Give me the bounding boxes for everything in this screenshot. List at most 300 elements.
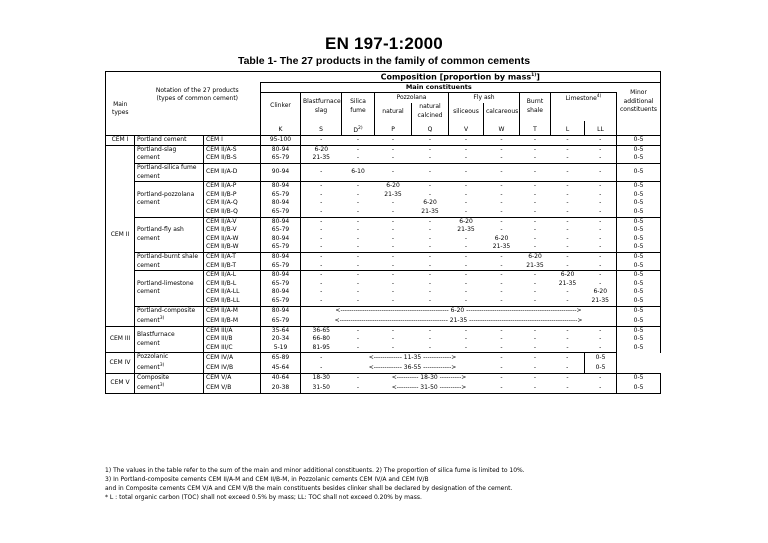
- value-cell: 80-94: [261, 288, 301, 297]
- value-cell: 40-64: [261, 373, 301, 383]
- value-cell: -: [449, 326, 484, 335]
- minor-cell: 0-5: [617, 199, 661, 208]
- minor-cell: 0-5: [617, 344, 661, 353]
- value-cell: -: [484, 164, 520, 182]
- cement-code: CEM I: [204, 136, 261, 146]
- value-cell: -: [551, 252, 585, 261]
- value-cell: -: [449, 252, 484, 261]
- value-cell: -: [464, 154, 468, 162]
- value-cell: -: [412, 145, 449, 154]
- footnote-3: and in Composite cements CEM V/A and CEM V/B the main constituents besides clinker shall be declared by designation of the cement.: [105, 485, 513, 492]
- span-range: <-------------------------------------------------- 6-20 --------------------------------------------------->: [301, 306, 617, 316]
- value-cell: 21-35: [526, 261, 544, 269]
- value-cell: -: [484, 353, 520, 363]
- cement-code: CEM III/B: [204, 335, 261, 344]
- flyash-siliceous-header: siliceous: [453, 107, 479, 115]
- value-cell: -: [356, 335, 360, 343]
- value-cell: -: [585, 217, 617, 226]
- cement-code: CEM II/A-T: [204, 252, 261, 261]
- cement-code: CEM II/A-M: [204, 306, 261, 316]
- value-cell: -: [599, 335, 602, 343]
- value-cell: -: [428, 335, 432, 343]
- value-cell: 21-35: [457, 226, 475, 234]
- value-cell: -: [533, 288, 537, 296]
- value-cell: -: [599, 226, 602, 234]
- value-cell: -: [428, 226, 432, 234]
- value-cell: -: [428, 288, 432, 296]
- value-cell: -: [391, 343, 395, 351]
- value-cell: -: [599, 234, 602, 242]
- clinker-header: Clinker: [261, 92, 301, 120]
- value-cell: -: [533, 199, 537, 207]
- value-cell: -: [342, 182, 375, 191]
- minor-cell: 0-5: [617, 217, 661, 226]
- value-cell: -: [375, 164, 412, 182]
- value-cell: -: [585, 145, 617, 154]
- cement-code: CEM II/A-Q: [204, 199, 261, 208]
- value-cell: 65-79: [261, 280, 301, 289]
- value-cell: -: [599, 343, 602, 351]
- value-cell: -: [356, 207, 360, 215]
- value-cell: -: [428, 279, 432, 287]
- value-cell: -: [599, 261, 602, 269]
- value-cell: -: [320, 234, 323, 242]
- value-cell: -: [533, 243, 537, 251]
- main-types-header: Main types: [106, 83, 135, 136]
- value-cell: 35-64: [261, 326, 301, 335]
- value-cell: 65-89: [261, 353, 301, 363]
- value-cell: -: [500, 288, 503, 296]
- limestone-header: Limestone$^{4)}$: [551, 92, 617, 103]
- table-row: [106, 373, 661, 383]
- value-cell: -: [342, 383, 375, 393]
- value-cell: -: [464, 234, 468, 242]
- value-cell: -: [464, 279, 468, 287]
- minor-cell: 0-5: [617, 326, 661, 335]
- value-cell: -: [500, 343, 503, 351]
- value-cell: -: [585, 136, 617, 146]
- value-cell: -: [356, 243, 360, 251]
- value-cell: 65-79: [261, 262, 301, 271]
- value-cell: -: [356, 190, 360, 198]
- value-cell: -: [464, 296, 468, 304]
- value-cell: -: [464, 243, 468, 251]
- value-cell: -: [484, 383, 520, 393]
- family-name: Portland-burnt shale cement: [135, 252, 204, 270]
- value-cell: -: [585, 373, 617, 383]
- value-cell: -: [342, 252, 375, 261]
- value-cell: -: [500, 296, 503, 304]
- slag-header: Blastfurnace slag: [301, 92, 342, 120]
- footnote-2: 3) In Portland-composite cements CEM II/A-M and CEM II/B-M, in Pozzolanic cements CEM IV/A and CEM IV/B: [105, 476, 429, 483]
- value-cell: -: [566, 207, 569, 215]
- value-cell: 80-94: [261, 217, 301, 226]
- value-cell: 6-20: [494, 234, 509, 242]
- value-cell: -: [500, 226, 503, 234]
- value-cell: -: [375, 326, 412, 335]
- value-cell: 21-35: [421, 207, 439, 215]
- value-cell: -: [301, 217, 342, 226]
- flyash-header: Fly ash: [449, 92, 520, 103]
- value-cell: -: [320, 296, 323, 304]
- value-cell: -: [551, 217, 585, 226]
- cement-code: CEM II/B-LL: [204, 297, 261, 306]
- value-cell: -: [520, 136, 551, 146]
- value-cell: -: [412, 271, 449, 280]
- value-cell: -: [412, 164, 449, 182]
- value-cell: -: [566, 363, 569, 371]
- value-cell: -: [566, 296, 569, 304]
- value-cell: -: [566, 154, 569, 162]
- header-blank: [106, 72, 261, 83]
- minor-cell: 0-5: [585, 353, 617, 363]
- table-row: [106, 271, 661, 280]
- value-cell: -: [520, 271, 551, 280]
- value-cell: -: [520, 217, 551, 226]
- silica-header: Silica fume: [342, 92, 375, 120]
- value-cell: -: [484, 252, 520, 261]
- value-cell: -: [500, 154, 503, 162]
- value-cell: -: [566, 243, 569, 251]
- value-cell: -: [428, 234, 432, 242]
- pozzolana-natural-header: natural: [375, 103, 412, 120]
- value-cell: -: [428, 243, 432, 251]
- family-name: Portland cement: [135, 136, 204, 146]
- value-cell: 20-34: [261, 335, 301, 344]
- span-range: <------------- 11-35 ------------->: [342, 353, 484, 363]
- value-cell: 21-35: [312, 154, 330, 162]
- main-type-cell: CEM I: [106, 136, 135, 146]
- value-cell: -: [585, 252, 617, 261]
- family-name: Portland-pozzolana cement: [135, 182, 204, 217]
- value-cell: -: [375, 252, 412, 261]
- value-cell: -: [551, 373, 585, 383]
- family-name: Portland-slag cement: [135, 145, 204, 163]
- symbol-s: S: [301, 121, 342, 136]
- value-cell: 21-35: [591, 296, 609, 304]
- value-cell: -: [342, 136, 375, 146]
- family-name: Portland-silica fume cement: [135, 164, 204, 182]
- value-cell: -: [356, 199, 360, 207]
- value-cell: -: [585, 326, 617, 335]
- minor-cell: 0-5: [617, 288, 661, 297]
- value-cell: -: [428, 154, 432, 162]
- main-constituents-header: Main constituents: [261, 83, 617, 93]
- value-cell: 80-94: [261, 145, 301, 154]
- value-cell: 18-30: [301, 373, 342, 383]
- burnt-shale-header: Burnt shale: [520, 92, 551, 120]
- value-cell: -: [412, 136, 449, 146]
- value-cell: -: [391, 261, 395, 269]
- value-cell: -: [320, 288, 323, 296]
- value-cell: -: [342, 373, 375, 383]
- value-cell: -: [428, 261, 432, 269]
- cement-code: CEM II/A-V: [204, 217, 261, 226]
- value-cell: -: [391, 234, 395, 242]
- value-cell: -: [585, 164, 617, 182]
- value-cell: -: [484, 326, 520, 335]
- value-cell: 65-79: [261, 191, 301, 200]
- value-cell: -: [412, 182, 449, 191]
- value-cell: -: [342, 145, 375, 154]
- value-cell: -: [599, 243, 602, 251]
- value-cell: -: [484, 136, 520, 146]
- minor-cell: 0-5: [617, 243, 661, 252]
- document-title: EN 197-1:2000: [325, 34, 443, 53]
- value-cell: 80-94: [261, 306, 301, 316]
- table-row: [106, 252, 661, 261]
- value-cell: -: [428, 343, 432, 351]
- value-cell: -: [533, 363, 537, 371]
- minor-cell: 0-5: [617, 145, 661, 154]
- minor-cell: 0-5: [617, 262, 661, 271]
- value-cell: -: [301, 353, 342, 363]
- value-cell: -: [320, 261, 323, 269]
- composition-header: Composition [proportion by mass$^{1)}$]: [261, 72, 661, 83]
- value-cell: 31-50: [301, 383, 342, 393]
- value-cell: -: [551, 353, 585, 363]
- value-cell: -: [500, 363, 503, 371]
- cement-code: CEM II/B-T: [204, 262, 261, 271]
- value-cell: -: [585, 271, 617, 280]
- value-cell: -: [599, 190, 602, 198]
- value-cell: -: [428, 190, 432, 198]
- value-cell: 20-38: [261, 383, 301, 393]
- table-row: [106, 306, 661, 316]
- value-cell: -: [599, 207, 602, 215]
- limestone-l-blank: [551, 103, 585, 120]
- minor-cell: 0-5: [617, 154, 661, 163]
- value-cell: 6-20: [301, 145, 342, 154]
- table-row: [106, 145, 661, 154]
- value-cell: -: [500, 261, 503, 269]
- footnote-1: 1) The values in the table refer to the sum of the main and minor additional constituents. 2) The proportion of silica fume is limited to 10%.: [105, 467, 525, 474]
- table-caption: Table 1- The 27 products in the family of common cements: [237, 55, 531, 67]
- minor-cell: 0-5: [617, 191, 661, 200]
- value-cell: -: [301, 252, 342, 261]
- value-cell: -: [484, 373, 520, 383]
- value-cell: 90-94: [261, 164, 301, 182]
- value-cell: -: [520, 182, 551, 191]
- symbol-p: P: [375, 121, 412, 136]
- value-cell: -: [566, 343, 569, 351]
- cement-code: CEM II/A-D: [204, 164, 261, 182]
- value-cell: 6-20: [423, 199, 437, 207]
- cement-code: CEM II/A-LL: [204, 288, 261, 297]
- value-cell: 45-64: [261, 363, 301, 373]
- table-row: [106, 217, 661, 226]
- value-cell: -: [520, 326, 551, 335]
- cement-composition-table: [105, 71, 661, 394]
- value-cell: -: [566, 234, 569, 242]
- table-row: [106, 136, 661, 146]
- cement-code: CEM II/B-P: [204, 191, 261, 200]
- value-cell: 80-94: [261, 271, 301, 280]
- minor-cell: 0-5: [617, 235, 661, 244]
- family-name: Portland-composite cement$^{3)}$: [135, 306, 204, 326]
- flyash-calcareous-header: calcareous: [484, 103, 520, 120]
- value-cell: -: [356, 343, 360, 351]
- footnote-4: * L : total organic carbon (TOC) shall not exceed 0.5% by mass; LL: TOC shall not exceed 0.20% by mass.: [105, 494, 422, 501]
- value-cell: 65-79: [261, 316, 301, 326]
- cement-code: CEM II/A-L: [204, 271, 261, 280]
- value-cell: 80-94: [261, 235, 301, 244]
- value-cell: 65-79: [261, 243, 301, 252]
- value-cell: -: [566, 335, 569, 343]
- minor-cell: 0-5: [585, 363, 617, 373]
- value-cell: -: [301, 164, 342, 182]
- cement-code: CEM IV/A: [204, 353, 261, 363]
- cement-code: CEM III/A: [204, 326, 261, 335]
- value-cell: -: [342, 326, 375, 335]
- span-range: <-------------------------------------------------- 21-35 -------------------------------------------------->: [334, 316, 583, 324]
- value-cell: -: [520, 353, 551, 363]
- minor-cell: 0-5: [617, 271, 661, 280]
- family-name: Portland-limestone cement: [135, 271, 204, 306]
- cement-code: CEM II/A-W: [204, 235, 261, 244]
- value-cell: -: [533, 335, 537, 343]
- minor-cell: 0-5: [617, 226, 661, 235]
- value-cell: 6-20: [375, 182, 412, 191]
- main-type-cell: CEM II: [106, 145, 135, 326]
- minor-cell: 0-5: [617, 208, 661, 217]
- value-cell: -: [566, 226, 569, 234]
- value-cell: -: [391, 288, 395, 296]
- pozzolana-calcined-header: natural calcined: [412, 103, 449, 120]
- value-cell: -: [301, 271, 342, 280]
- value-cell: -: [320, 226, 323, 234]
- value-cell: -: [356, 296, 360, 304]
- value-cell: 80-94: [261, 199, 301, 208]
- minor-cell: 0-5: [617, 182, 661, 191]
- value-cell: -: [500, 207, 503, 215]
- value-cell: -: [391, 154, 395, 162]
- value-cell: -: [412, 326, 449, 335]
- symbol-ll: LL: [585, 121, 617, 136]
- value-cell: -: [551, 182, 585, 191]
- value-cell: -: [320, 199, 323, 207]
- value-cell: -: [520, 383, 551, 393]
- value-cell: -: [566, 288, 569, 296]
- value-cell: 66-80: [312, 335, 330, 343]
- value-cell: -: [375, 136, 412, 146]
- cement-code: CEM IV/B: [204, 363, 261, 373]
- value-cell: -: [375, 145, 412, 154]
- value-cell: -: [320, 243, 323, 251]
- minor-cell: 0-5: [617, 316, 661, 326]
- value-cell: 36-65: [301, 326, 342, 335]
- value-cell: -: [464, 288, 468, 296]
- span-range: <---------- 18-30 ---------->: [375, 373, 484, 383]
- value-cell: 6-20: [593, 288, 608, 296]
- cement-code: CEM V/A: [204, 373, 261, 383]
- value-cell: -: [500, 190, 503, 198]
- value-cell: -: [464, 207, 468, 215]
- symbol-q: Q: [412, 121, 449, 136]
- value-cell: -: [449, 136, 484, 146]
- value-cell: -: [356, 154, 360, 162]
- symbol-t: T: [520, 121, 551, 136]
- value-cell: 95-100: [261, 136, 301, 146]
- value-cell: -: [533, 226, 537, 234]
- value-cell: -: [391, 243, 395, 251]
- value-cell: -: [520, 373, 551, 383]
- value-cell: 65-79: [261, 226, 301, 235]
- value-cell: -: [356, 234, 360, 242]
- value-cell: 6-10: [342, 164, 375, 182]
- value-cell: -: [599, 279, 602, 287]
- value-cell: -: [520, 145, 551, 154]
- value-cell: -: [551, 145, 585, 154]
- value-cell: -: [551, 326, 585, 335]
- cement-code: CEM II/B-V: [204, 226, 261, 235]
- value-cell: -: [356, 279, 360, 287]
- value-cell: -: [412, 217, 449, 226]
- value-cell: 80-94: [261, 252, 301, 261]
- value-cell: -: [356, 261, 360, 269]
- family-name: Portland-fly ash cement: [135, 217, 204, 252]
- value-cell: -: [391, 199, 395, 207]
- value-cell: -: [484, 271, 520, 280]
- value-cell: -: [342, 217, 375, 226]
- value-cell: -: [449, 271, 484, 280]
- cement-code: CEM III/C: [204, 344, 261, 353]
- table-row: [106, 326, 661, 335]
- value-cell: -: [412, 252, 449, 261]
- value-cell: -: [551, 383, 585, 393]
- span-range: <---------- 31-50 ---------->: [375, 383, 484, 393]
- value-cell: -: [500, 335, 503, 343]
- cement-code: CEM II/B-W: [204, 243, 261, 252]
- minor-header: Minor additional constituents: [617, 83, 661, 121]
- symbol-d: $D^{2)}$: [342, 121, 375, 136]
- value-cell: -: [551, 164, 585, 182]
- value-cell: -: [320, 207, 323, 215]
- value-cell: -: [585, 182, 617, 191]
- family-name: Blastfurnace cement: [135, 326, 204, 353]
- value-cell: -: [533, 190, 537, 198]
- value-cell: 65-79: [261, 208, 301, 217]
- value-cell: -: [391, 279, 395, 287]
- family-name: Composite cement$^{3)}$: [135, 373, 204, 393]
- cement-code: CEM V/B: [204, 383, 261, 393]
- table-row: [106, 164, 661, 182]
- value-cell: -: [484, 182, 520, 191]
- value-cell: -: [391, 207, 395, 215]
- family-name: Pozzolanic cement$^{3)}$: [135, 353, 204, 373]
- minor-cell: 0-5: [617, 383, 661, 393]
- value-cell: -: [464, 190, 468, 198]
- value-cell: -: [533, 343, 537, 351]
- value-cell: 21-35: [492, 243, 511, 251]
- value-cell: 65-79: [261, 154, 301, 163]
- limestone-ll-blank: [585, 103, 617, 120]
- value-cell: -: [533, 154, 537, 162]
- cement-code: CEM II/B-Q: [204, 208, 261, 217]
- value-cell: -: [566, 261, 569, 269]
- value-cell: -: [500, 279, 503, 287]
- minor-cell: 0-5: [617, 164, 661, 182]
- cement-code: CEM II/B-L: [204, 280, 261, 289]
- value-cell: -: [599, 199, 602, 207]
- symbol-v: V: [449, 121, 484, 136]
- value-cell: -: [301, 182, 342, 191]
- minor-cell: 0-5: [617, 252, 661, 261]
- symbol-w: W: [484, 121, 520, 136]
- value-cell: -: [375, 271, 412, 280]
- notation-header: Notation of the 27 products (types of common cement): [135, 83, 261, 136]
- value-cell: -: [342, 271, 375, 280]
